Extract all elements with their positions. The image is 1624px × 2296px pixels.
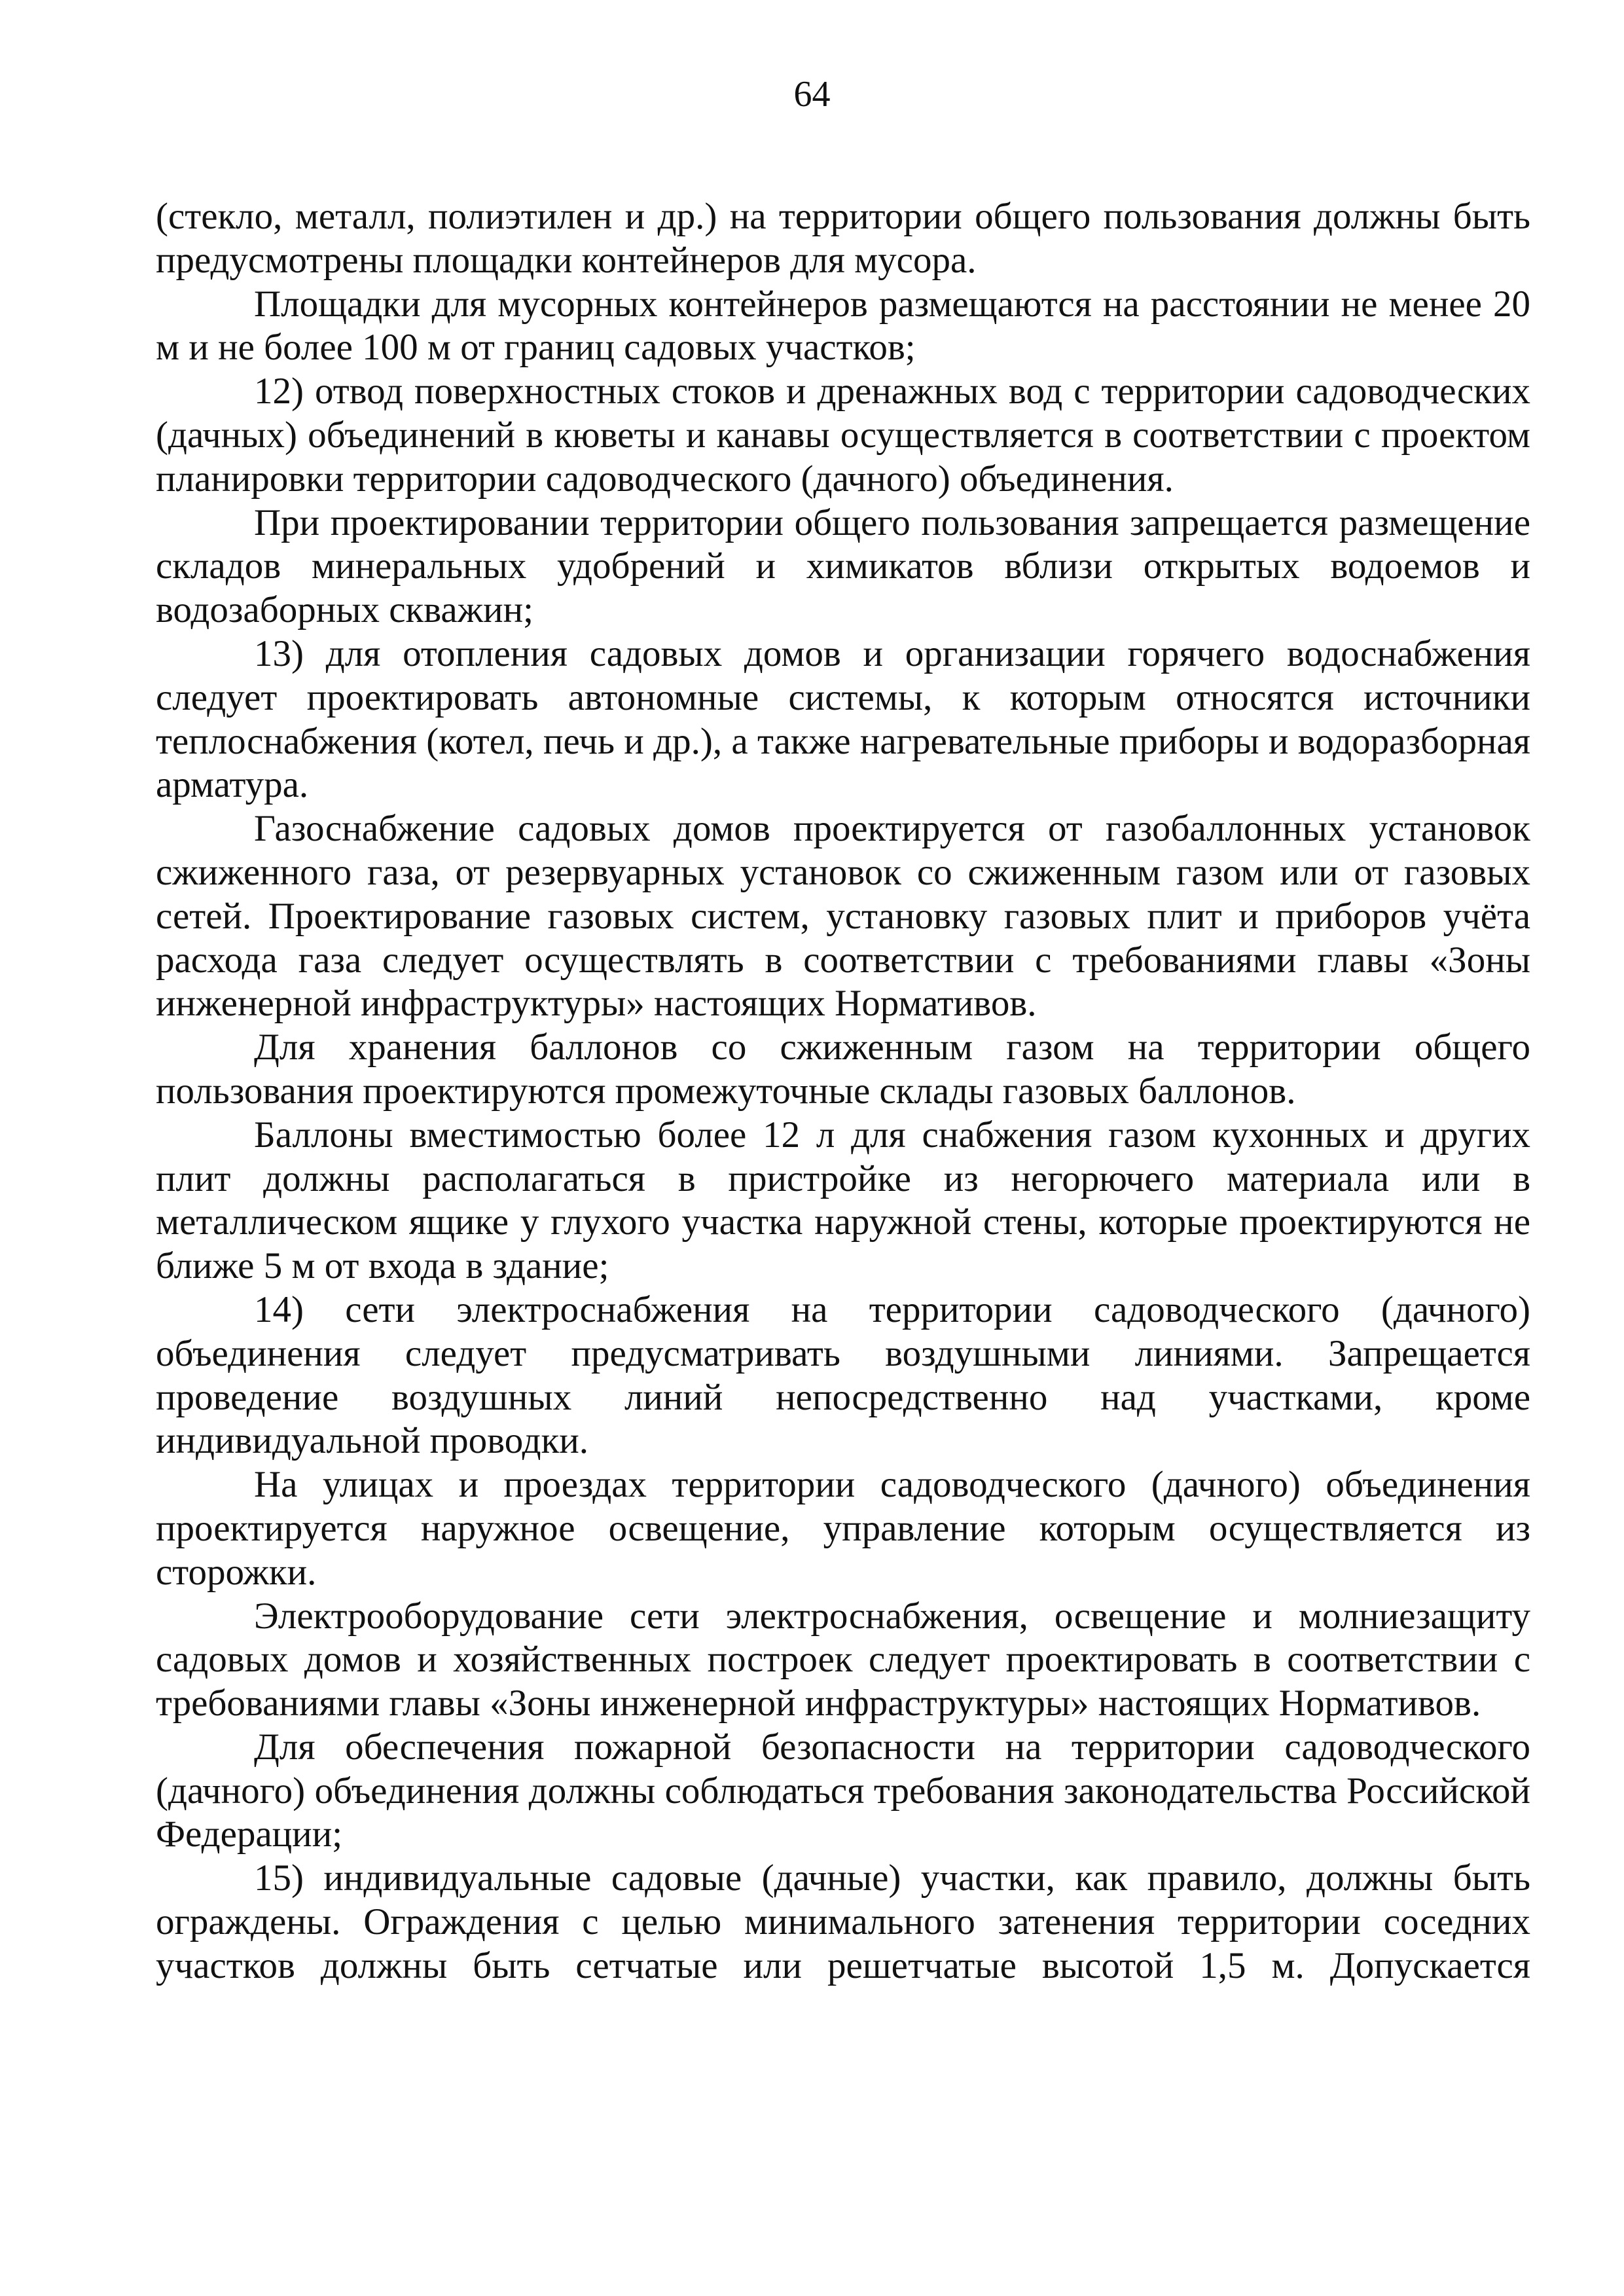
paragraph: 14) сети электроснабжения на территории садоводческого (дачного) объединения следует предусматривать воздушными линиями. Запрещается проведение воздушных линий непосредственно над участками, кроме индивидуальной проводки. [156, 1288, 1530, 1462]
paragraph: Электрооборудование сети электроснабжения, освещение и молниезащиту садовых домов и хозяйственных построек следует проектировать в соответствии с требованиями главы «Зоны инженерной инфраструктуры» настоящих Нормативов. [156, 1595, 1530, 1724]
page-number: 64 [793, 74, 831, 115]
paragraph: Баллоны вместимостью более 12 л для снабжения газом кухонных и других плит должны располагаться в пристройке из негорючего материала или в металлическом ящике у глухого участка наружной стены, которые проектируются не ближе 5 м от входа в здание; [156, 1114, 1530, 1287]
document-body [156, 195, 1530, 1988]
paragraph: Для хранения баллонов со сжиженным газом на территории общего пользования проектируются промежуточные склады газовых баллонов. [156, 1027, 1530, 1112]
paragraph: 15) индивидуальные садовые (дачные) участки, как правило, должны быть ограждены. Ограждения с целью минимального затенения территории соседних участков должны быть сетчатые или решетчатые высотой 1,5 м. Допускается [156, 1857, 1530, 1986]
paragraph: (стекло, металл, полиэтилен и др.) на территории общего пользования должны быть предусмотрены площадки контейнеров для мусора. [156, 196, 1530, 281]
paragraph: На улицах и проездах территории садоводческого (дачного) объединения проектируется наружное освещение, управление которым осуществляется из сторожки. [156, 1464, 1530, 1593]
paragraph: Газоснабжение садовых домов проектируется от газобаллонных установок сжиженного газа, от резервуарных установок со сжиженным газом или от газовых сетей. Проектирование газовых систем, установку газовых плит и приборов учёта расхода газа следует осуществлять в соответствии с требованиями главы «Зоны инженерной инфраструктуры» настоящих Нормативов. [156, 808, 1530, 1025]
paragraph: 12) отвод поверхностных стоков и дренажных вод с территории садоводческих (дачных) объединений в кюветы и канавы осуществляется в соответствии с проектом планировки территории садоводческого (дачного) объединения. [156, 371, 1530, 500]
paragraph: Для обеспечения пожарной безопасности на территории садоводческого (дачного) объединения должны соблюдаться требования законодательства Российской Федерации; [156, 1726, 1530, 1855]
paragraph: 13) для отопления садовых домов и организации горячего водоснабжения следует проектировать автономные системы, к которым относятся источники теплоснабжения (котел, печь и др.), а также нагревательные приборы и водоразборная арматура. [156, 632, 1530, 806]
paragraph: Площадки для мусорных контейнеров размещаются на расстоянии не менее 20 м и не более 100 м от границ садовых участков; [156, 283, 1530, 369]
paragraph: При проектировании территории общего пользования запрещается размещение складов минеральных удобрений и химикатов вблизи открытых водоемов и водозаборных скважин; [156, 501, 1530, 631]
